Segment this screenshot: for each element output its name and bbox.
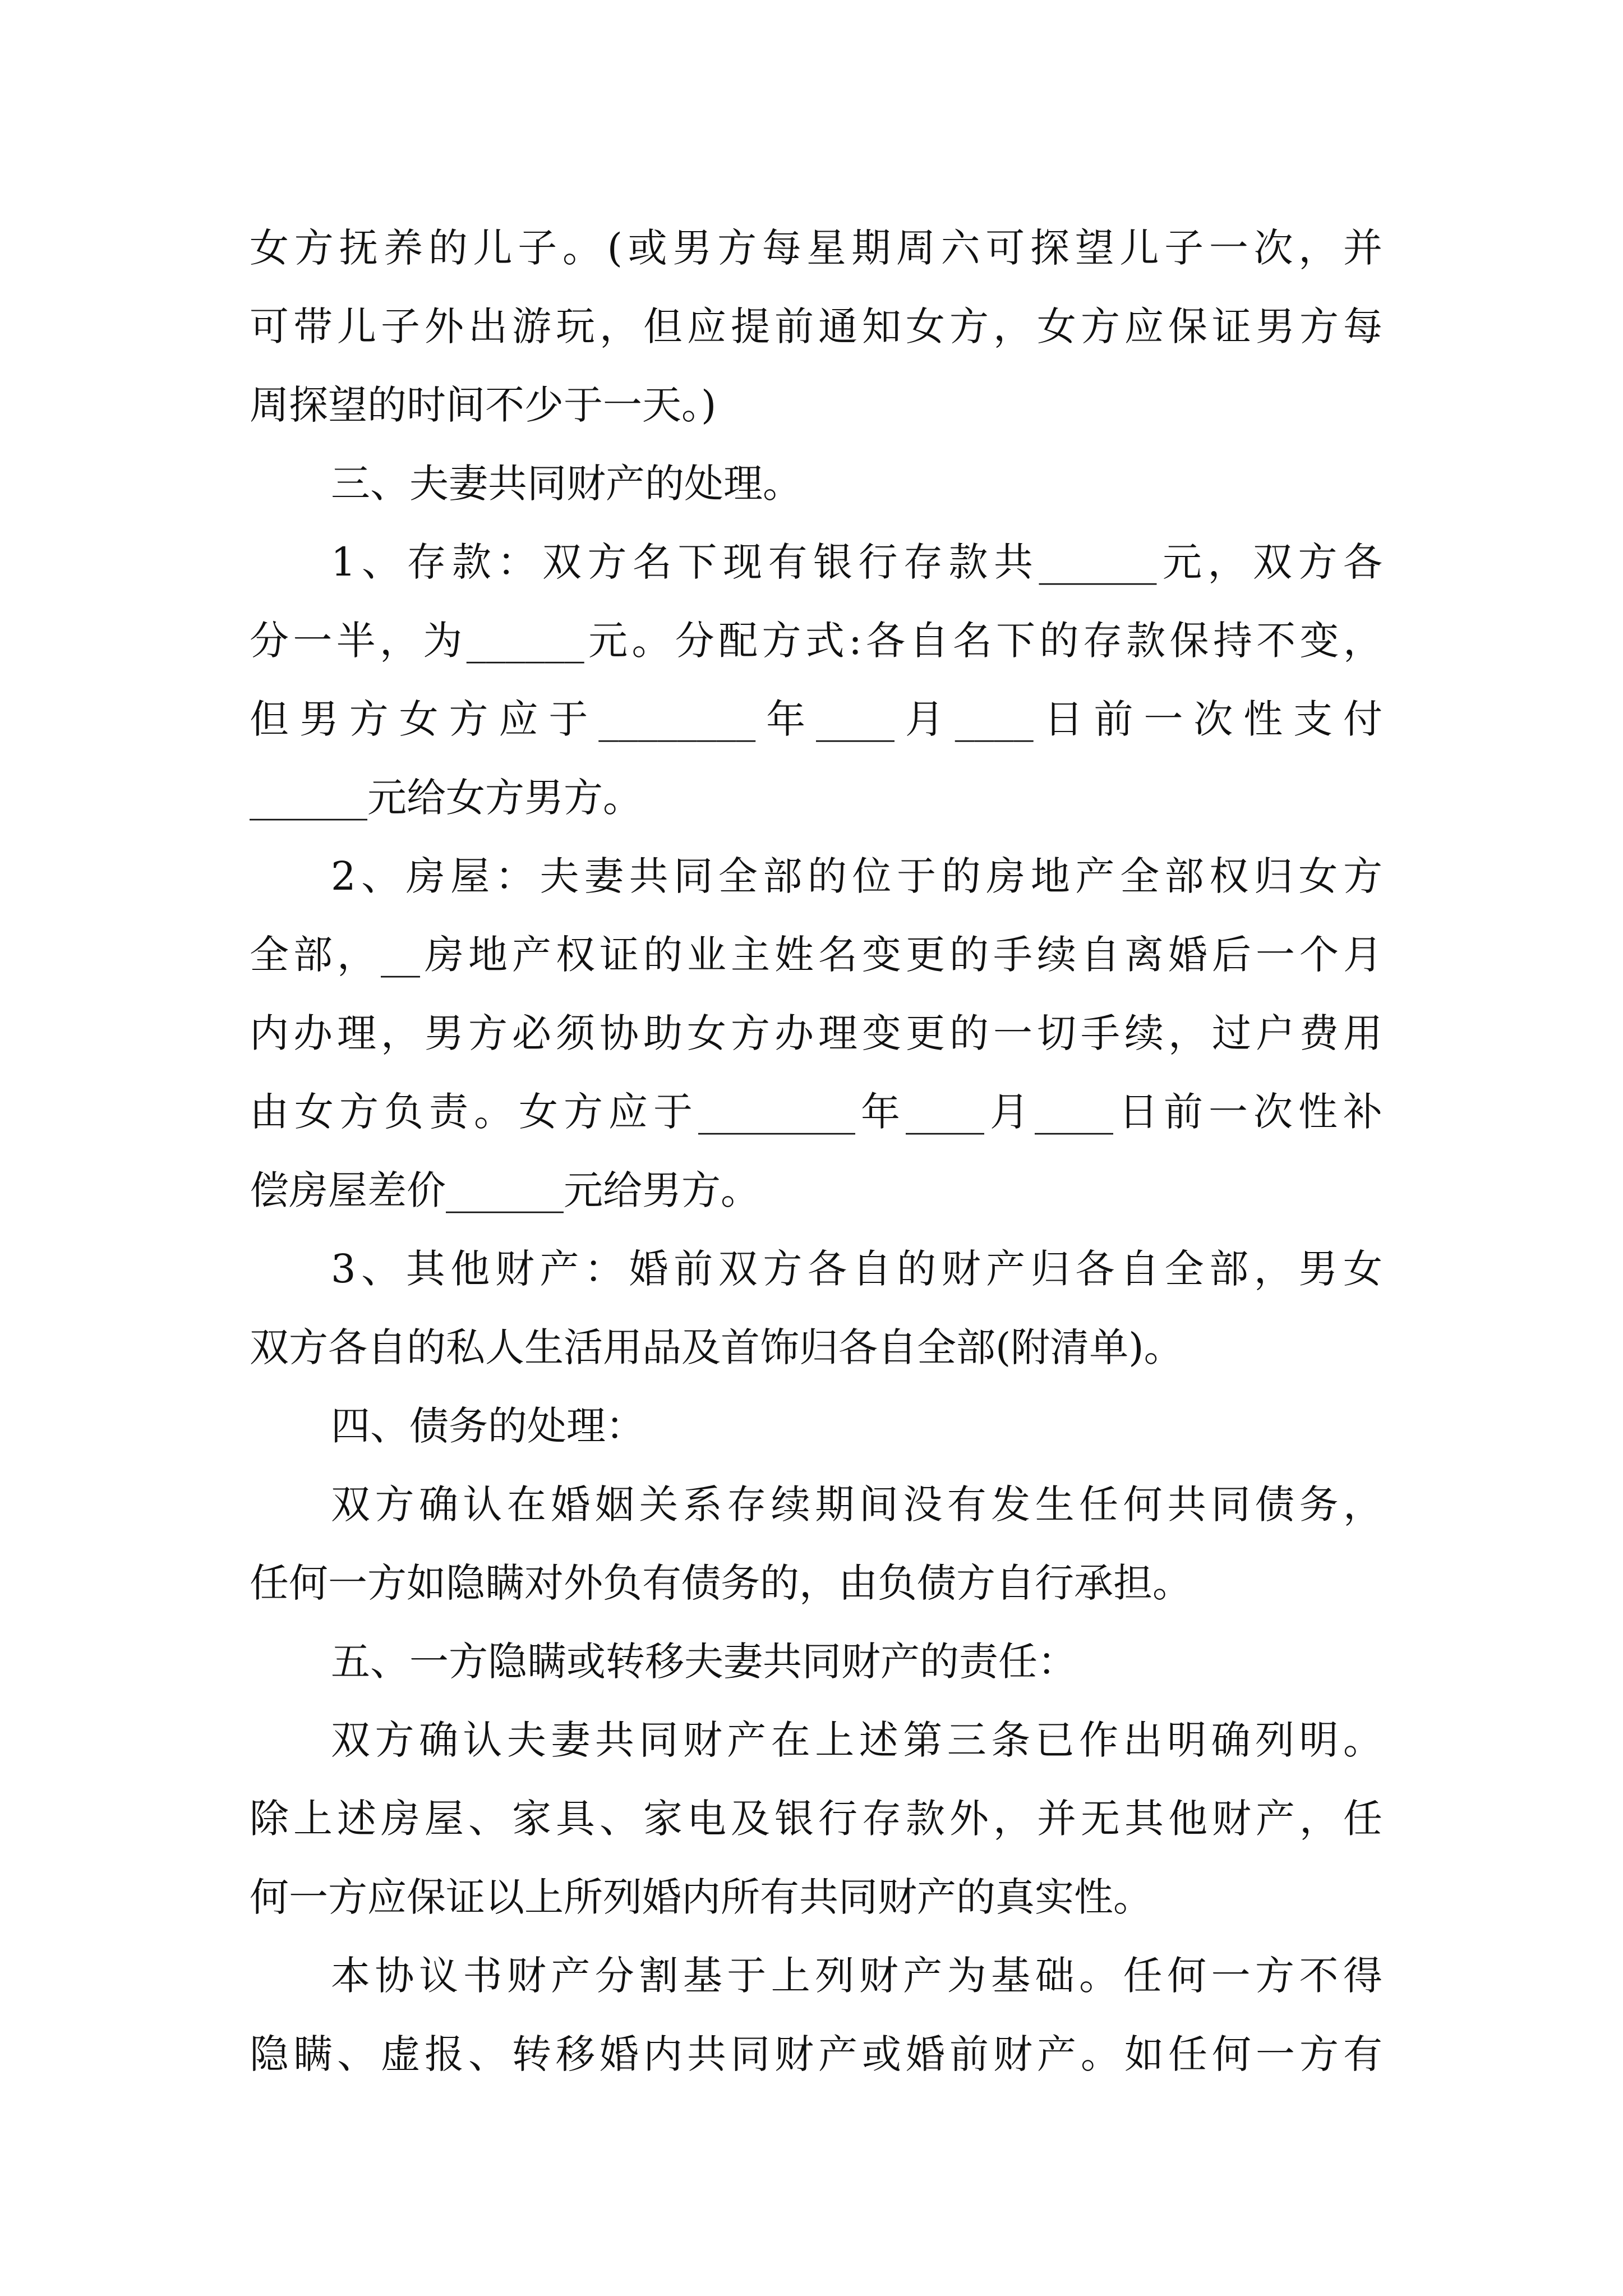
section-heading: 四、债务的处理： xyxy=(331,1403,645,1449)
text-line: 偿房屋差价______元给男方。 xyxy=(250,1167,760,1213)
text-line: ______元给女方男方。 xyxy=(250,775,642,821)
section-heading: 五、一方隐瞒或转移夫妻共同财产的责任： xyxy=(331,1639,1077,1685)
text-line: 女方抚养的儿子。(或男方每星期周六可探望儿子一次，并 xyxy=(250,225,1382,271)
text-line: 1、存款：双方名下现有银行存款共______元，双方各 xyxy=(331,539,1382,585)
text-line: 任何一方如隐瞒对外负有债务的，由负债方自行承担。 xyxy=(250,1560,1192,1606)
text-line: 周探望的时间不少于一天。) xyxy=(250,382,717,428)
text-line: 3、其他财产：婚前双方各自的财产归各自全部，男女 xyxy=(331,1246,1382,1292)
text-line: 可带儿子外出游玩，但应提前通知女方，女方应保证男方每 xyxy=(250,303,1382,349)
text-line: 除上述房屋、家具、家电及银行存款外，并无其他财产，任 xyxy=(250,1796,1382,1842)
text-line: 由女方负责。女方应于________年____月____日前一次性补 xyxy=(250,1089,1382,1135)
text-line: 双方确认夫妻共同财产在上述第三条已作出明确列明。 xyxy=(331,1717,1382,1763)
text-line: 何一方应保证以上所列婚内所有共同财产的真实性。 xyxy=(250,1874,1152,1920)
text-line: 全部，__房地产权证的业主姓名变更的手续自离婚后一个月 xyxy=(250,932,1382,978)
text-line: 本协议书财产分割基于上列财产为基础。任何一方不得 xyxy=(331,1953,1382,1999)
text-line: 双方确认在婚姻关系存续期间没有发生任何共同债务， xyxy=(331,1481,1382,1527)
section-heading: 三、夫妻共同财产的处理。 xyxy=(331,461,802,507)
text-line: 2、房屋：夫妻共同全部的位于的房地产全部权归女方 xyxy=(331,853,1382,899)
text-line: 内办理，男方必须协助女方办理变更的一切手续，过户费用 xyxy=(250,1010,1382,1056)
text-line: 隐瞒、虚报、转移婚内共同财产或婚前财产。如任何一方有 xyxy=(250,2031,1382,2077)
text-line: 双方各自的私人生活用品及首饰归各自全部(附清单)。 xyxy=(250,1324,1183,1370)
text-line: 但男方女方应于________年____月____日前一次性支付 xyxy=(250,696,1382,742)
text-line: 分一半，为______元。分配方式:各自名下的存款保持不变， xyxy=(250,618,1382,664)
